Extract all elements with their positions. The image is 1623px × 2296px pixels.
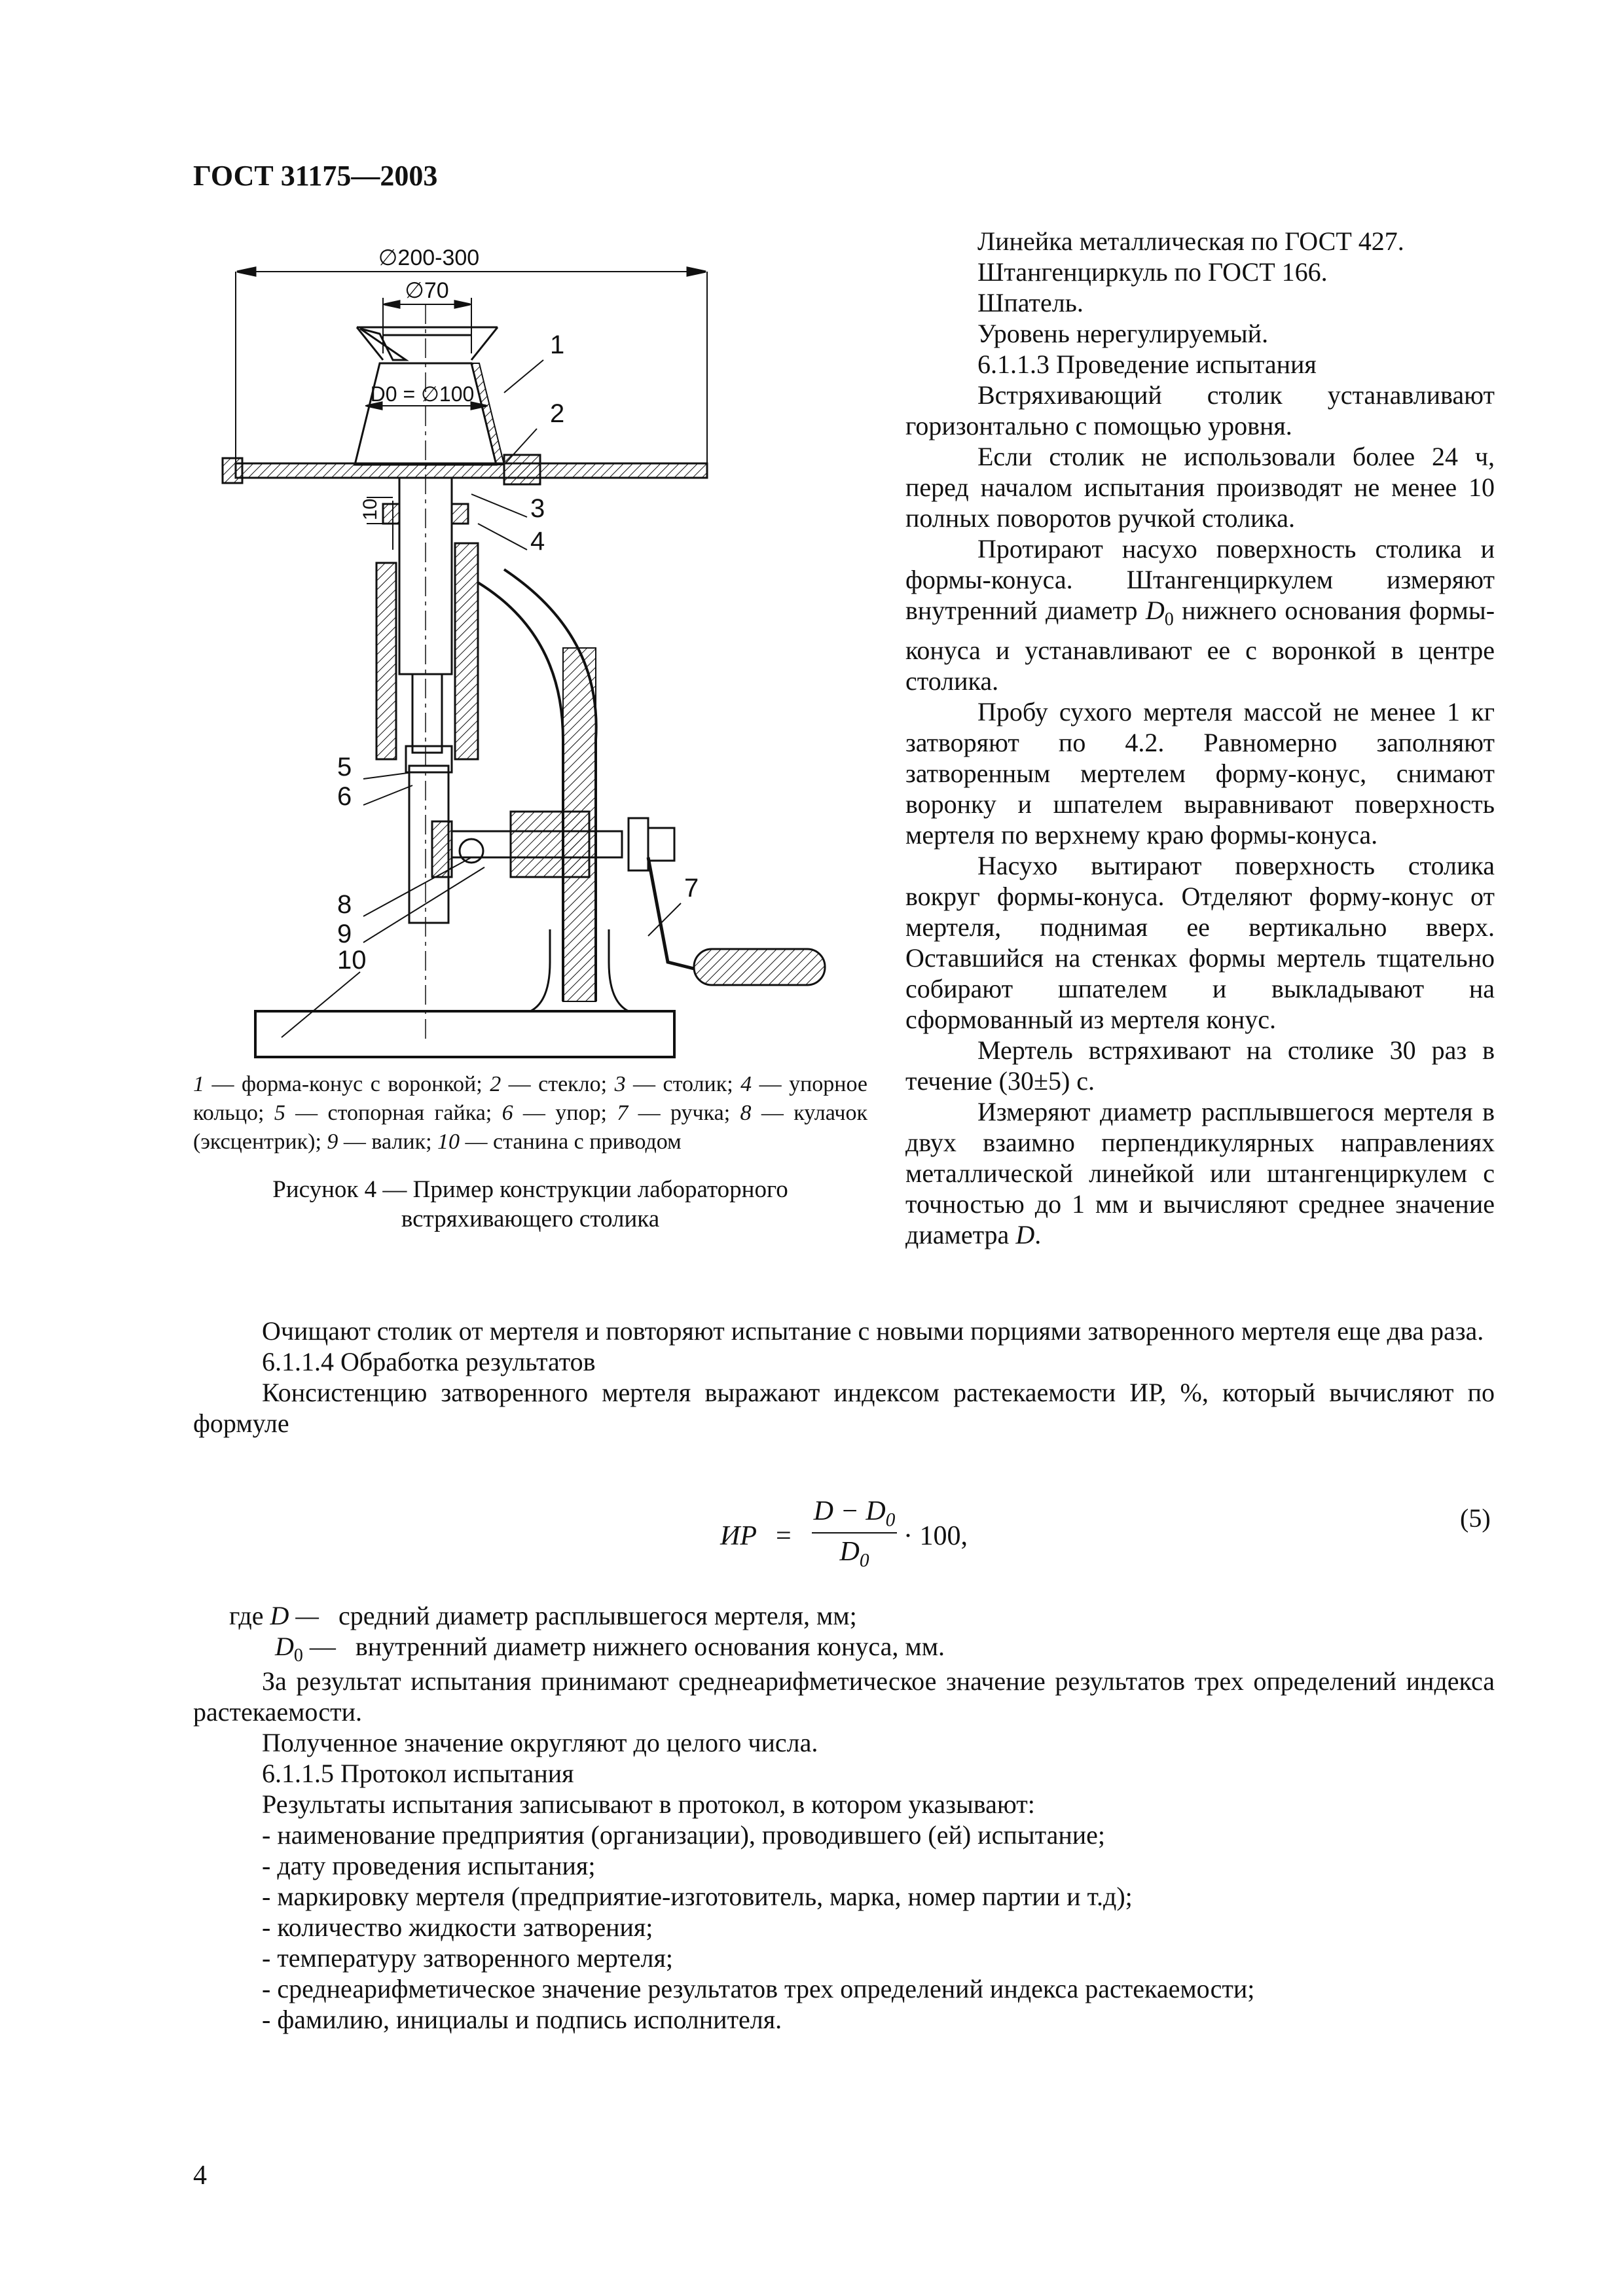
list-item: - температуру затворенного мертеля; [262, 1943, 674, 1973]
dim-outer: ∅200-300 [378, 245, 480, 270]
label-2: 2 [550, 399, 565, 428]
shaking-table-drawing [196, 242, 877, 1067]
list-item: - маркировку мертеля (предприятие-изготовитель, марка, номер партии и т.д); [262, 1882, 1133, 1911]
list-item: - наименование предприятия (организации), проводившего (ей) испытание; [262, 1820, 1106, 1850]
figure-title: Рисунок 4 — Пример конструкции лабораторного встряхивающего столика [272, 1176, 788, 1232]
label-8: 8 [337, 890, 352, 919]
label-4: 4 [530, 527, 545, 556]
label-5: 5 [337, 753, 352, 781]
list-item: - фамилию, инициалы и подпись исполнителя. [262, 2005, 782, 2034]
label-1: 1 [550, 331, 565, 359]
dim-bottom: D0 = ∅100 [370, 382, 475, 406]
body-text-1: Очищают столик от мертеля и повторяют испытание с новыми порциями затворенного мертеля еще два раза. 6.1.1.4 Обработка результатов Консистенцию затворенного мертеля выражают индексом растекаемости ИР, %, который вычисляют по формуле [193, 1316, 1495, 1438]
list-item: - количество жидкости затворения; [262, 1912, 653, 1942]
list-item: - среднеарифметическое значение результатов трех определений индекса растекаемости; [262, 1974, 1255, 2003]
label-6: 6 [337, 782, 352, 811]
label-7: 7 [684, 874, 699, 903]
page-number: 4 [193, 2161, 207, 2191]
right-column-text: Линейка металлическая по ГОСТ 427. Штангенциркуль по ГОСТ 166. Шпатель. Уровень нерегулируемый. 6.1.1.3 Проведение испытания Встряхивающий столик устанавливают горизонтально с помощью уровня. Если столик не использовали более 24 ч, перед началом испытания производят не менее 10 полных поворотов ручкой столика. Протирают насухо поверхность столика и формы-конуса. Штангенциркулем измеряют внутренний диаметр $D_0$ нижнего основания формы-конуса и устанавливают ее с воронкой в центре столика. Пробу сухого мертеля массой не менее 1 кг затворяют по 4.2. Равномерно заполняют затворенным мертелем форму-конус, снимают воронку и шпателем выравнивают поверхность мертеля по верхнему краю формы-конуса. Насухо вытирают поверхность столика вокруг формы-конуса. Отделяют форму-конус от мертеля, поднимая ее вертикально вверх. Оставшийся на стенках формы мертель тщательно собирают шпателем и выкладывают на сформованный из мертеля конус. Мертель встряхивают на столике 30 раз в течение (30±5) с. Измеряют диаметр расплывшегося мертеля в двух взаимно перпендикулярных направлениях металлической линейкой или штангенциркулем с точностью до 1 мм и вычисляют среднее значение диаметра D. [905, 226, 1495, 1249]
formula-number: (5) [1460, 1503, 1491, 1533]
figure-legend: 1 — форма-конус с воронкой; 2 — стекло; 3 — столик; 4 — упорное кольцо; 5 — стопорная гайка; 6 — упор; 7 — ручка; 8 — кулачок (эксцентрик); 9 — валик; 10 — станина с приводом [193, 1072, 868, 1154]
label-3: 3 [530, 494, 545, 523]
label-9: 9 [337, 920, 352, 948]
where-clause: где D — средний диаметр расплывшегося мертеля, мм; $D_0$ — внутренний диаметр нижнего основания конуса, мм. [229, 1601, 945, 1666]
page-header: ГОСТ 31175—2003 [193, 160, 438, 192]
formula: ИР = $D - D_0$ $D_0$ · 100, [720, 1496, 968, 1571]
dim-top: ∅70 [405, 278, 449, 303]
body-text-2: За результат испытания принимают среднеарифметическое значение результатов трех определений индекса растекаемости. Полученное значение округляют до целого числа. 6.1.1.5 Протокол испытания Результаты испытания записывают в протокол, в котором указывают: - наименование предприятия (организации), проводившего (ей) испытание; - дату проведения испытания; - маркировку мертеля (предприятие-изготовитель, марка, номер партии и т.д); - количество жидкости затворения; - температуру затворенного мертеля; - среднеарифметическое значение результатов трех определений индекса растекаемости; - фамилию, инициалы и подпись исполнителя. [193, 1666, 1495, 2034]
dim-gap: 10 [359, 498, 381, 520]
label-10: 10 [337, 946, 367, 975]
technical-drawing [196, 242, 877, 1067]
list-item: - дату проведения испытания; [262, 1851, 596, 1880]
